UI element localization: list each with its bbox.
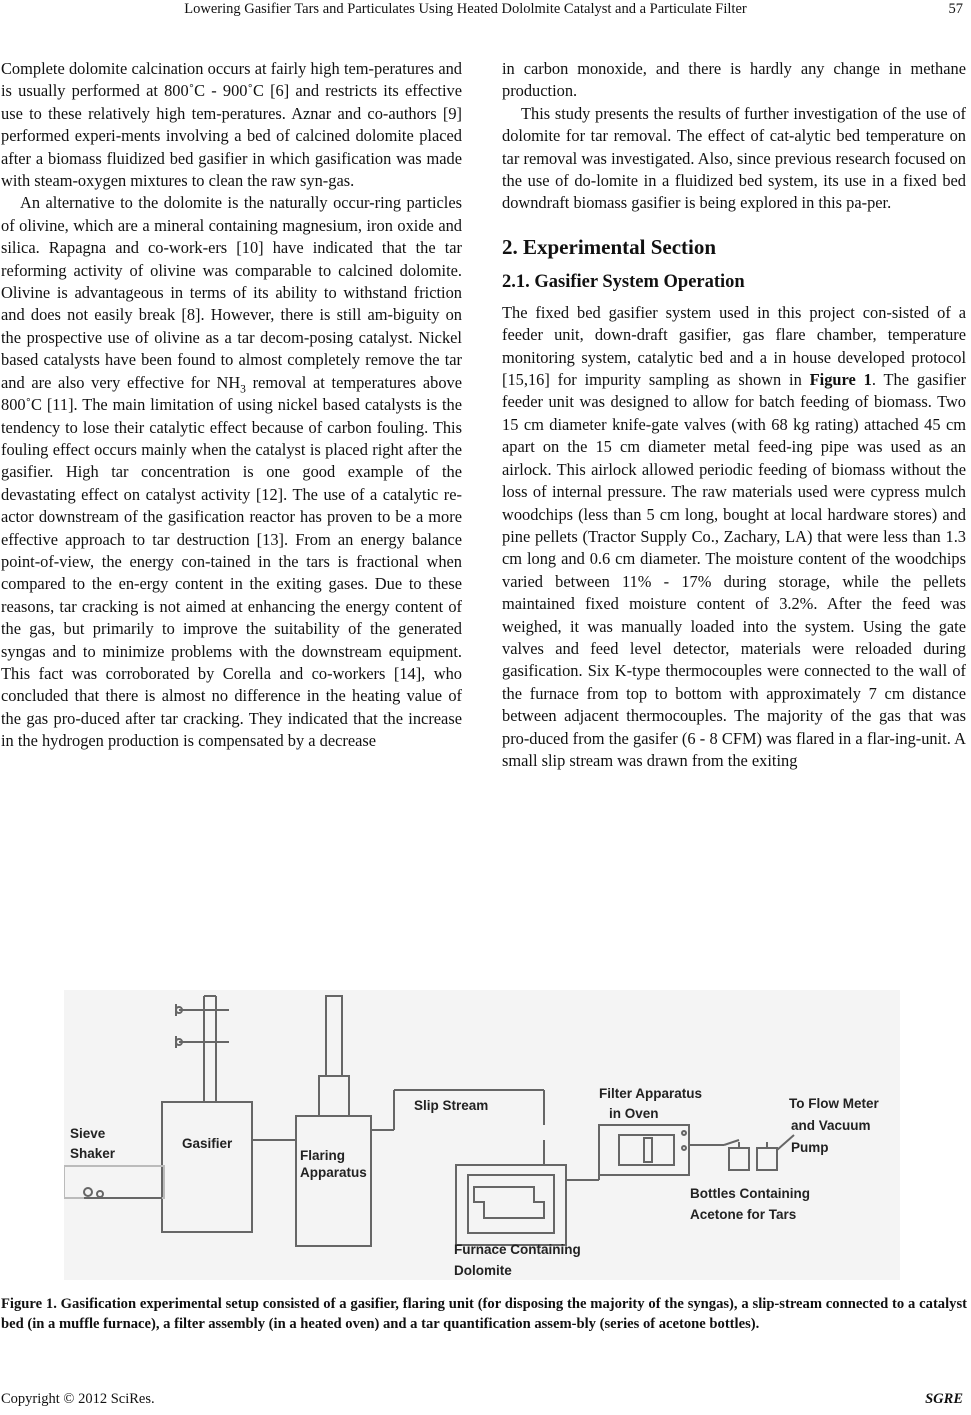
section-title: 2. Experimental Section [502,234,717,259]
subsection-title: 2.1. Gasifier System Operation [502,271,745,292]
figure-caption: Figure 1. Gasification experimental setup consisted of a gasifier, flaring unit (for disposing the majority of the syngas), a slip-stream connected to a catalyst bed (in a muffle furnace), a filter assembly (in a heated oven) and a tar quantification assem-bly (series of acetone bottles). [1,1296,967,1332]
figure-reference-link[interactable]: Figure 1 [809,370,872,390]
label-slip-stream: Slip Stream [414,1098,489,1113]
paragraph-carbon-monoxide: in carbon monoxide, and there is hardly any change in methane production. [502,59,966,101]
label-acetone-for-tars: Acetone for Tars [690,1207,797,1222]
figure-1-diagram [64,990,900,1280]
paragraph-text-part: removal at temperatures above 800˚C [11]. The main limitation of using nickel based catalysts is the tendency to lose their catalytic effect because of carbon fouling. This fouling effect occurs mainly when the catalyst is placed right after the gasifier. High tar concentration is one good example of the devastating effect on catalyst activity [12]. The use of a catalytic re-actor downstream of the gasification reactor has proven to be a more effective approach to tar destruction [13]. From an energy balance point-of-view, the energy con-tained in the tars is fractional when compared to the en-ergy content in the exiting gases. Due to these reasons, tar cracking is not aimed at enhancing the energy content of the gas, but primarily to improve the suitability of the generated syngas and to minimize problems with the downstream equipment. This fact was corroborated by Corella and co-workers [14], who concluded that there is almost no difference in the heating value of the gas pro-duced after tar cracking. They indicated that the increase in the hydrogen production is compensated by a decrease [1,372,462,751]
paragraph-olivine-nickel [1,192,462,752]
label-sieve: Sieve [70,1126,106,1141]
subscript-3: 3 [240,382,246,395]
paragraph-text-part: . The gasifier feeder unit was designed to allow for batch feeding of biomass. Two 15 cm diameter knife-gate valves (with 68 kg rating) attached 45 cm apart on the 15 cm diameter metal feed-ing pipe was used as an airlock. This airlock allowed periodic feeding of biomass without the loss of internal pressure. The raw materials used were cypress mulch woodchips (less than 5 cm long, bought at local hardware stores) and pine pellets (Tractor Supply Co., Zachary, LA) that were less than 1.3 cm long and 0.6 cm diameter. The moisture content of the woodchips varied between 11% - 17% during storage, while the pellets maintained fixed moisture content of 3.2%. After the feed was weighed, it was manually loaded into the system. Using the gate valves and feed level detector, materials were reloaded during gasification. Six K-type thermocouples were connected to the wall of the furnace from top to bottom with approximately 7 cm distance between adjacent thermocouples. The majority of the gas that was pro-duced from the gasifer (6 - 8 CFM) was flared in a flar-ing-unit. A small slip stream was drawn from the exiting [502,370,966,770]
paragraph-dolomite-calcination: Complete dolomite calcination occurs at fairly high tem-peratures and is usually performed at 800˚C - 900˚C [6] and restricts its effective use to these relatively high tem-peratures. Aznar and co-authors [9] performed experi-ments involving a bed of calcined dolomite placed after a biomass fluidized bed gasifier in which gasification was made with steam-oxygen mixtures to clean the raw syn-gas. [1,59,462,191]
page-header [0,0,971,24]
paragraph-gasifier-system [502,302,966,773]
journal-abbrev: SGRE [925,1391,963,1407]
paragraph-text-part: The fixed bed gasifier system used in this project con-sisted of a feeder unit, down-draft gasifier, gas flare chamber, temperature monitoring system, catalytic bed and a in house developed protocol [15,16] for impurity sampling as shown in [502,302,966,390]
label-apparatus: Apparatus [300,1165,367,1180]
setup-schematic [64,990,900,1280]
label-furnace-containing: Furnace Containing [454,1242,581,1257]
label-to-flow-meter: To Flow Meter [789,1096,879,1111]
page-number: 57 [948,1,963,17]
right-column [502,58,966,772]
label-shaker: Shaker [70,1146,116,1161]
label-filter-apparatus: Filter Apparatus [599,1086,703,1101]
label-bottles-containing: Bottles Containing [690,1186,810,1201]
running-title: Lowering Gasifier Tars and Particulates Using Heated Dololmite Catalyst and a Particulate Filter [184,1,747,17]
paragraph-text-part: An alternative to the dolomite is the naturally occur-ring particles of olivine, which are a mineral containing magnesium, iron oxide and silica. Rapagna and co-work-ers [10] have indicated that the tar reforming activity of olivine was comparable to calcined dolomite. Olivine is advantageous in terms of its ability to withstand friction and does not easily break [8]. However, there is still am-biguity on the prospective use of olivine as a tar decom-posing catalyst. Nickel based catalysts have been found to almost completely remove the tar and are also very effective for NH [1,193,462,392]
paragraph-study-presents: This study presents the results of further investigation of the use of dolomite for tar removal. The effect of cat-alytic bed temperature on tar removal was investigated. Also, since previous research focused on the use of do-lomite in a fluidized bed system, its use in a fixed bed downdraft biomass gasifier is being explored in this pa-per. [502,103,966,213]
label-dolomite: Dolomite [454,1263,512,1278]
copyright-notice: Copyright © 2012 SciRes. [1,1391,155,1407]
label-and-vacuum: and Vacuum [791,1118,871,1133]
label-flaring: Flaring [300,1148,346,1163]
left-column [1,58,462,753]
label-gasifier: Gasifier [182,1136,233,1151]
label-pump: Pump [791,1140,829,1155]
label-in-oven: in Oven [609,1106,659,1121]
